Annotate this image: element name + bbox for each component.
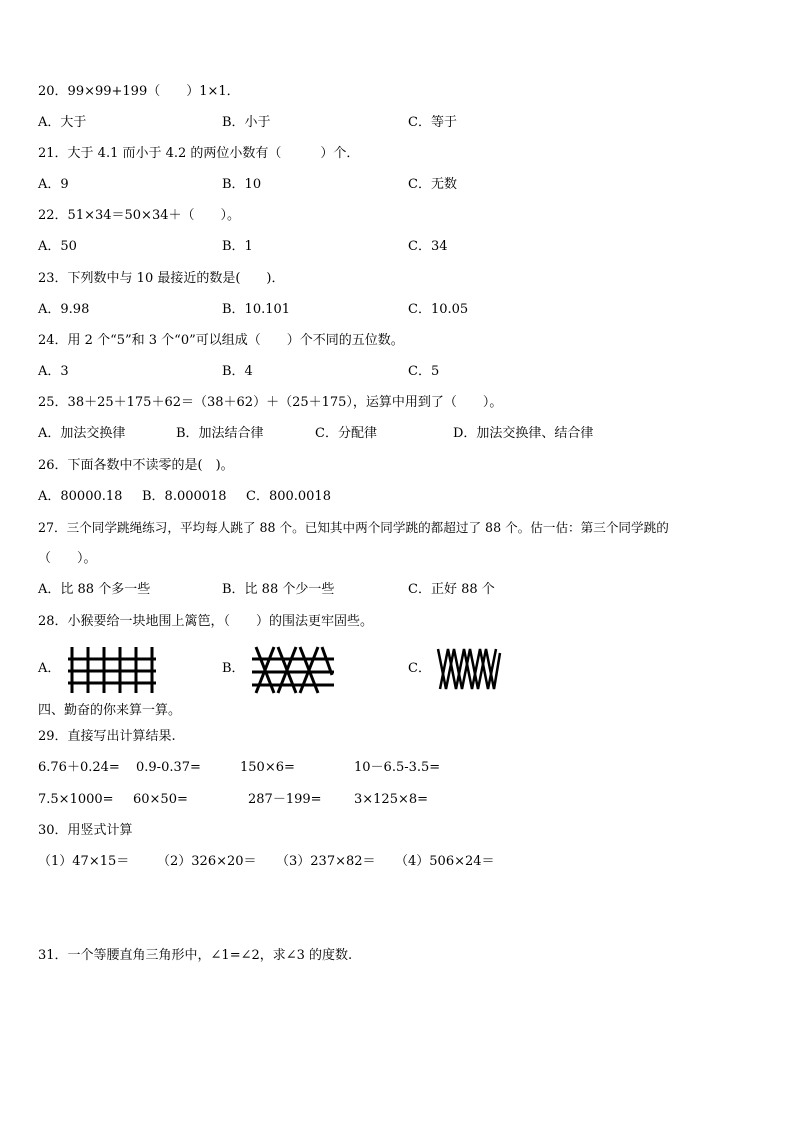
question-31-stem: 31．一个等腰直角三角形中，∠1=∠2，求∠3 的度数. — [38, 948, 353, 963]
q24-option-c: C．5 — [408, 364, 440, 379]
q23-option-a: A．9.98 — [38, 302, 90, 317]
q28-option-a: A． — [38, 661, 61, 676]
q28-option-c: C． — [408, 661, 431, 676]
q29-calc-5: 7.5×1000= — [38, 792, 114, 807]
q24-option-b: B．4 — [222, 364, 253, 379]
q21-option-c: C．无数 — [408, 177, 457, 192]
q29-calc-1: 6.76＋0.24= — [38, 760, 120, 775]
q27-option-b: B．比 88 个少一些 — [222, 582, 335, 597]
question-30-stem: 30．用竖式计算 — [38, 823, 133, 838]
q23-option-c: C．10.05 — [408, 302, 469, 317]
fence-grid-figure — [68, 647, 156, 693]
q29-calc-7: 287－199= — [248, 792, 322, 807]
section-4-heading: 四、勤奋的你来算一算。 — [38, 703, 182, 718]
question-20-stem: 20．99×99+199（ ）1×1． — [38, 84, 240, 99]
q29-calc-8: 3×125×8= — [354, 792, 429, 807]
q20-option-b: B．小于 — [222, 115, 271, 130]
q28-option-b: B． — [222, 661, 245, 676]
q26-option-c: C．800.0018 — [246, 489, 331, 504]
question-26-stem: 26．下面各数中不读零的是( )。 — [38, 458, 234, 473]
q25-option-c: C．分配律 — [315, 426, 377, 441]
q30-item-4: （4）506×24＝ — [395, 854, 495, 869]
question-28-stem: 28．小猴要给一块地围上篱笆，（ ）的围法更牢固些。 — [38, 614, 374, 629]
question-23-stem: 23．下列数中与 10 最接近的数是( )． — [38, 271, 285, 286]
q26-option-b: B．8.000018 — [142, 489, 227, 504]
q27-option-c: C．正好 88 个 — [408, 582, 495, 597]
q29-calc-2: 0.9-0.37= — [136, 760, 201, 775]
fence-zigzag-figure — [436, 647, 502, 691]
q29-calc-6: 60×50= — [133, 792, 188, 807]
q30-item-1: （1）47×15＝ — [38, 854, 130, 869]
question-27-stem-cont: （ ）。 — [38, 551, 97, 566]
q22-option-c: C．34 — [408, 239, 448, 254]
q27-option-a: A．比 88 个多一些 — [38, 582, 151, 597]
question-22-stem: 22．51×34＝50×34＋（ ）。 — [38, 208, 240, 223]
q25-option-a: A．加法交换律 — [38, 426, 126, 441]
q30-item-3: （3）237×82＝ — [276, 854, 376, 869]
q20-option-c: C．等于 — [408, 115, 457, 130]
q26-option-a: A．80000.18 — [38, 489, 123, 504]
q24-option-a: A．3 — [38, 364, 69, 379]
q30-item-2: （2）326×20＝ — [157, 854, 257, 869]
question-27-stem: 27．三个同学跳绳练习，平均每人跳了 88 个。已知其中两个同学跳的都超过了 88 个。估一估：第三个同学跳的 — [38, 520, 669, 535]
q22-option-b: B．1 — [222, 239, 253, 254]
q25-option-d: D．加法交换律、结合律 — [453, 426, 594, 441]
q23-option-b: B．10.101 — [222, 302, 291, 317]
question-25-stem: 25．38＋25＋175＋62＝（38＋62）＋（25＋175），运算中用到了（ ）。 — [38, 395, 503, 410]
q22-option-a: A．50 — [38, 239, 77, 254]
q29-calc-4: 10－6.5-3.5= — [354, 760, 441, 775]
q21-option-b: B．10 — [222, 177, 262, 192]
question-21-stem: 21．大于 4.1 而小于 4.2 的两位小数有（ ）个． — [38, 146, 360, 161]
q20-option-a: A．大于 — [38, 115, 87, 130]
question-29-stem: 29．直接写出计算结果. — [38, 729, 176, 744]
q29-calc-3: 150×6= — [240, 760, 295, 775]
q25-option-b: B．加法结合律 — [176, 426, 264, 441]
question-24-stem: 24．用 2 个“5”和 3 个“0”可以组成（ ）个不同的五位数。 — [38, 333, 404, 348]
q21-option-a: A．9 — [38, 177, 69, 192]
fence-crossed-figure — [252, 645, 334, 695]
